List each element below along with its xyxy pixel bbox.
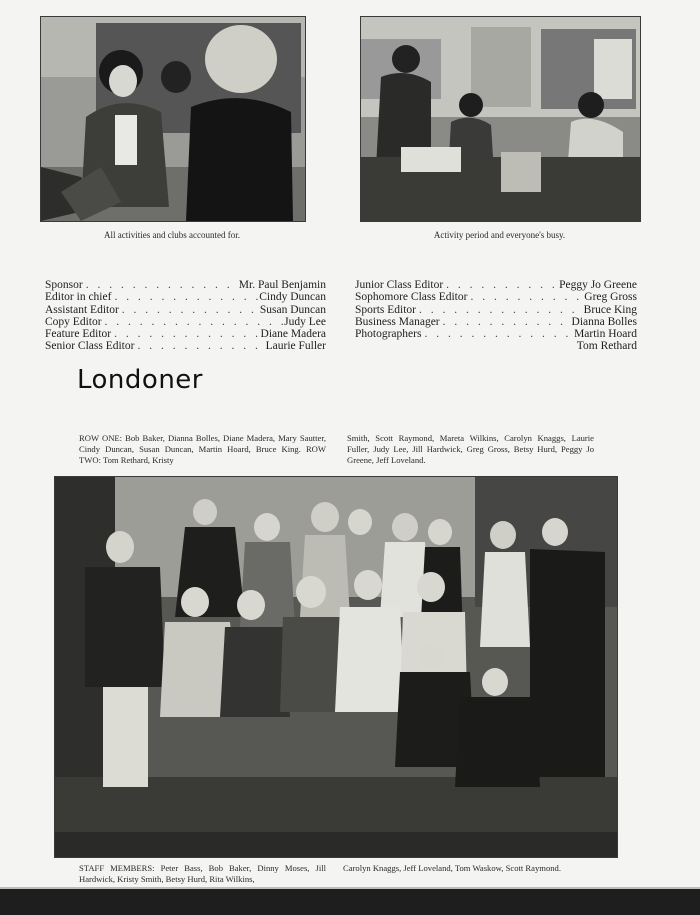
group-photo-image <box>55 477 617 857</box>
group-caption-left: ROW ONE: Bob Baker, Dianna Bolles, Diane Madera, Mary Sautter, Cindy Duncan, Susan Duncan, Martin Hoard, Bruce King. ROW TWO: Tom Rethard, Kristy <box>79 433 326 465</box>
staff-role: Feature Editor <box>45 328 112 341</box>
staff-name: Mr. Paul Benjamin <box>238 279 326 291</box>
group-caption-right: Smith, Scott Raymond, Mareta Wilkins, Carolyn Knaggs, Laurie Fuller, Judy Lee, Jill Hardwick, Greg Gross, Betsy Hurd, Peggy Jo Greene, Jeff Loveland. <box>347 433 594 465</box>
staff-name: Peggy Jo Greene <box>559 279 637 291</box>
staff-name: Martin Hoard <box>574 328 637 341</box>
photo-clubs-image <box>41 17 305 221</box>
staff-members-right: Carolyn Knaggs, Jeff Loveland, Tom Waskow, Scott Raymond. <box>343 863 561 873</box>
photo-activity-image <box>361 17 640 221</box>
staff-row <box>355 340 637 352</box>
staff-role: Sports Editor <box>355 303 417 316</box>
photo-clubs <box>40 16 306 222</box>
staff-row <box>45 279 326 291</box>
staff-row <box>45 328 326 340</box>
photo-activity <box>360 16 641 222</box>
group-photo <box>54 476 618 858</box>
photo-clubs-caption: All activities and clubs accounted for. <box>104 230 240 240</box>
staff-name: Susan Duncan <box>259 303 326 316</box>
staff-row <box>45 316 326 328</box>
staff-role: Junior Class Editor <box>355 279 444 291</box>
staff-role: Sophomore Class Editor <box>355 291 468 304</box>
staff-row <box>355 316 637 328</box>
staff-name: Tom Rethard <box>576 340 637 353</box>
staff-name: Bruce King <box>583 303 637 316</box>
staff-row <box>45 304 326 316</box>
staff-name: Greg Gross <box>584 291 637 304</box>
staff-role: Sponsor <box>45 279 83 291</box>
staff-name: Diane Madera <box>260 328 326 341</box>
photo-activity-caption: Activity period and everyone's busy. <box>433 230 566 240</box>
staff-list-right <box>355 279 637 353</box>
staff-list-left <box>45 279 326 353</box>
staff-row <box>45 291 326 303</box>
staff-role: Business Manager <box>355 315 440 328</box>
staff-role: Photographers <box>355 328 422 341</box>
page-bottom-band <box>0 889 700 915</box>
staff-role: Senior Class Editor <box>45 340 135 353</box>
staff-role: Editor in chief <box>45 291 112 304</box>
staff-name: Cindy Duncan <box>259 291 326 304</box>
staff-members-left: STAFF MEMBERS: Peter Bass, Bob Baker, Dinny Moses, Jill Hardwick, Kristy Smith, Betsy Hurd, Rita Wilkins, <box>79 863 326 884</box>
staff-name: Laurie Fuller <box>265 340 326 353</box>
staff-name: Judy Lee <box>284 315 326 328</box>
staff-name: Dianna Bolles <box>571 315 637 328</box>
page-title: Londoner <box>77 365 203 395</box>
staff-row <box>355 291 637 303</box>
staff-row <box>355 304 637 316</box>
staff-row <box>355 279 637 291</box>
staff-role: Copy Editor <box>45 315 102 328</box>
staff-role: Assistant Editor <box>45 303 119 316</box>
staff-row <box>45 340 326 352</box>
staff-row <box>355 328 637 340</box>
